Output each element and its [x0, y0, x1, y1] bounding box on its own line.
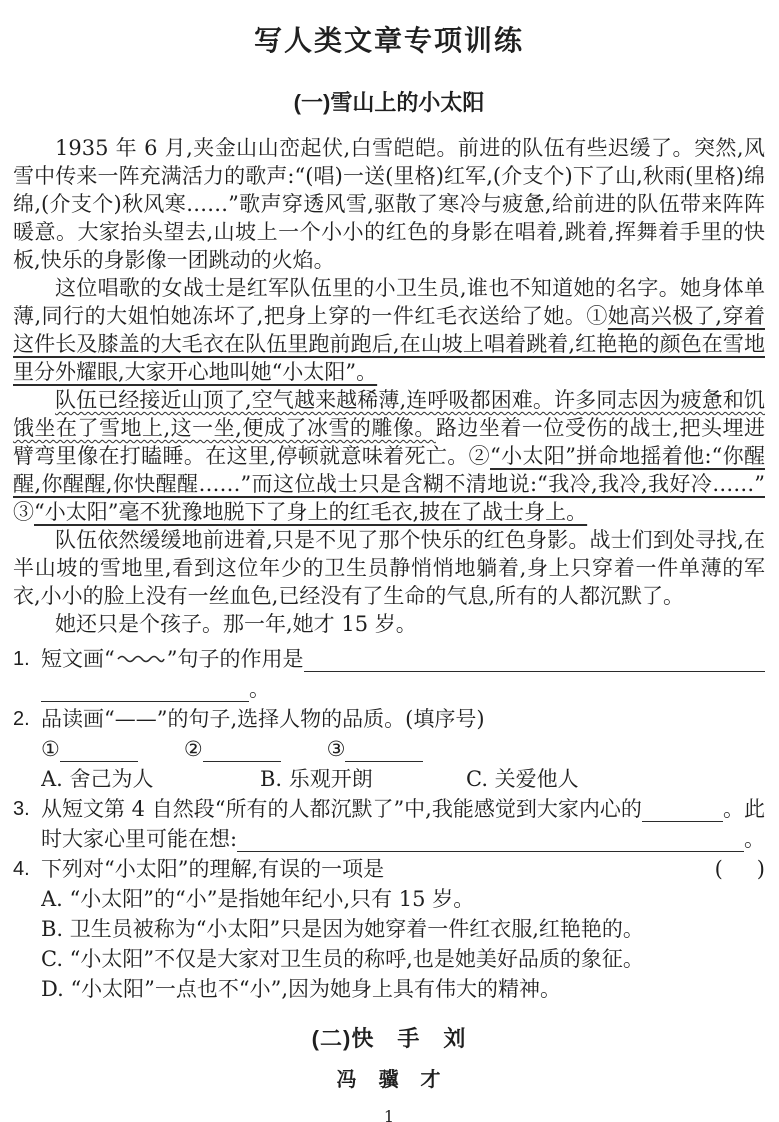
- text-run: ”句子的作用是: [166, 647, 304, 671]
- text-run: 短文画“: [41, 647, 115, 671]
- passage-paragraph: [13, 386, 765, 526]
- text-run: ①: [586, 304, 608, 328]
- passage-paragraph: [13, 526, 765, 610]
- underlined-sentence: “小太阳”毫不犹豫地脱下了身上的红毛衣,披在了战士身上。: [34, 500, 588, 524]
- author-name: 冯 骥 才: [336, 1069, 442, 1091]
- text-run: 。此: [723, 797, 765, 821]
- text-run: 她还只是个孩子。那一年,她才 15 岁。: [55, 612, 417, 636]
- question-line: [41, 944, 765, 974]
- question-item: [13, 644, 765, 704]
- question-line: [41, 974, 765, 1004]
- text-run: 1935 年 6 月,夹金山山峦起伏,白雪皑皑。前进的队伍有些迟缓了。突然,风雪中传来一阵充满活力的歌声:“(唱)一送(里格)红军,(介支个)下了山,秋雨(里格)绵绵,(介支个)秋风寒……”歌声穿透风雪,驱散了寒冷与疲惫,给前进的队伍带来阵阵暖意。大家抬头望去,山坡上一个小小的红色的身影在唱着,跳着,挥舞着手里的快板,快乐的身影像一团跳动的火焰。: [13, 136, 765, 272]
- text-run: 。: [744, 827, 765, 851]
- answer-blank: [41, 677, 249, 702]
- underlined-sentence: “小太阳”拼命地摇着他:“你醒醒,你醒醒,你快醒醒……”而这位战士只是含糊不清地说:“我冷,我冷,我好冷……”: [13, 444, 765, 496]
- question-line: [41, 824, 765, 854]
- question-line: [41, 914, 765, 944]
- spacer: [723, 883, 757, 884]
- underlined-sentence: 她高兴极了,穿着这件长及膝盖的大毛衣在队伍里跑前跑后,在山坡上唱着跳着,红艳艳的颜色在雪地里分外耀眼,大家开心地叫她“小太阳”。: [13, 304, 765, 384]
- passage-paragraph: [13, 134, 765, 274]
- text-run: ②: [468, 444, 491, 468]
- text-run: A. “小太阳”的“小”是指她年纪小,只有 15 岁。: [41, 887, 475, 911]
- option-label: B. 乐观开朗: [260, 767, 373, 791]
- text-run: 品读画“——”的句子,选择人物的品质。(填序号): [41, 707, 485, 731]
- option-label: A. 舍己为人: [41, 767, 154, 791]
- question-item: [13, 794, 765, 854]
- question-line: [41, 794, 765, 824]
- text-run: D. “小太阳”一点也不“小”,因为她身上具有伟大的精神。: [41, 977, 562, 1001]
- reading-passage: [13, 134, 765, 638]
- text-run: 时大家心里可能在想:: [41, 827, 238, 851]
- text-run: (: [714, 857, 723, 881]
- wavy-line-icon: [117, 644, 165, 674]
- section-two-heading: (二)快 手 刘: [311, 1026, 467, 1051]
- wavy-underlined-sentence: 队伍已经接近山顶了,空气越来越稀薄,连呼吸都困难。许多同志因为疲惫和饥饿坐在了雪地上,这一坐,便成了冰雪的雕像。: [13, 388, 765, 440]
- question-number: 1.: [13, 648, 30, 670]
- text-run: C. “小太阳”不仅是大家对卫生员的称呼,也是她美好品质的象征。: [41, 947, 644, 971]
- text-run: B. 卫生员被称为“小太阳”只是因为她穿着一件红衣服,红艳艳的。: [41, 917, 644, 941]
- answer-blank: [237, 827, 744, 852]
- text-run: C. 关爱他人: [466, 767, 579, 791]
- page-number: 1: [383, 1107, 395, 1122]
- answer-blank: [203, 737, 281, 762]
- text-run: ③: [13, 500, 34, 524]
- answer-blank: [345, 737, 423, 762]
- question-number: 4.: [13, 858, 30, 880]
- question-number: 3.: [13, 798, 30, 820]
- text-run: ③: [326, 737, 346, 761]
- question-list: [13, 644, 765, 1004]
- question-line: [41, 704, 765, 734]
- passage-paragraph: [13, 610, 765, 638]
- text-run: ①: [41, 737, 60, 761]
- answer-blank: [642, 797, 723, 822]
- page-title: 写人类文章专项训练: [253, 24, 524, 57]
- text-run: 路边坐着一位受伤的战士,把头埋进臂弯里像在打瞌睡。在这里,停顿就意味着死亡。: [13, 416, 765, 468]
- text-run: 队伍依然缓缓地前进着,只是不见了那个快乐的红色身影。战士们到处寻找,在半山坡的雪地里,看到这位年少的卫生员静悄悄地躺着,身上只穿着一件单薄的军衣,小小的脸上没有一丝血色,已经没有了生命的气息,所有的人都沉默了。: [13, 528, 765, 608]
- text-run: ): [756, 857, 765, 881]
- text-run: ②: [183, 737, 203, 761]
- text-run: 这位唱歌的女战士是红军队伍里的小卫生员,谁也不知道她的名字。她身体单薄,同行的大姐怕她冻坏了,把身上穿的一件红毛衣送给了她。: [13, 276, 765, 328]
- question-item: [13, 704, 765, 794]
- answer-blank: [304, 647, 766, 672]
- question-line: [41, 644, 765, 674]
- question-line: [41, 764, 765, 794]
- text-run: 。: [249, 677, 270, 701]
- question-item: [13, 854, 765, 1004]
- text-run: 从短文第 4 自然段“所有的人都沉默了”中,我能感觉到大家内心的: [41, 797, 642, 821]
- section-one-heading: (一)雪山上的小太阳: [293, 90, 485, 115]
- question-line: [41, 884, 765, 914]
- text-run: 下列对“小太阳”的理解,有误的一项是: [41, 857, 385, 881]
- answer-blank: [60, 737, 138, 762]
- question-number: 2.: [13, 708, 30, 730]
- question-line: [41, 734, 765, 764]
- question-line: [41, 674, 765, 704]
- passage-paragraph: [13, 274, 765, 386]
- question-line: [41, 854, 765, 884]
